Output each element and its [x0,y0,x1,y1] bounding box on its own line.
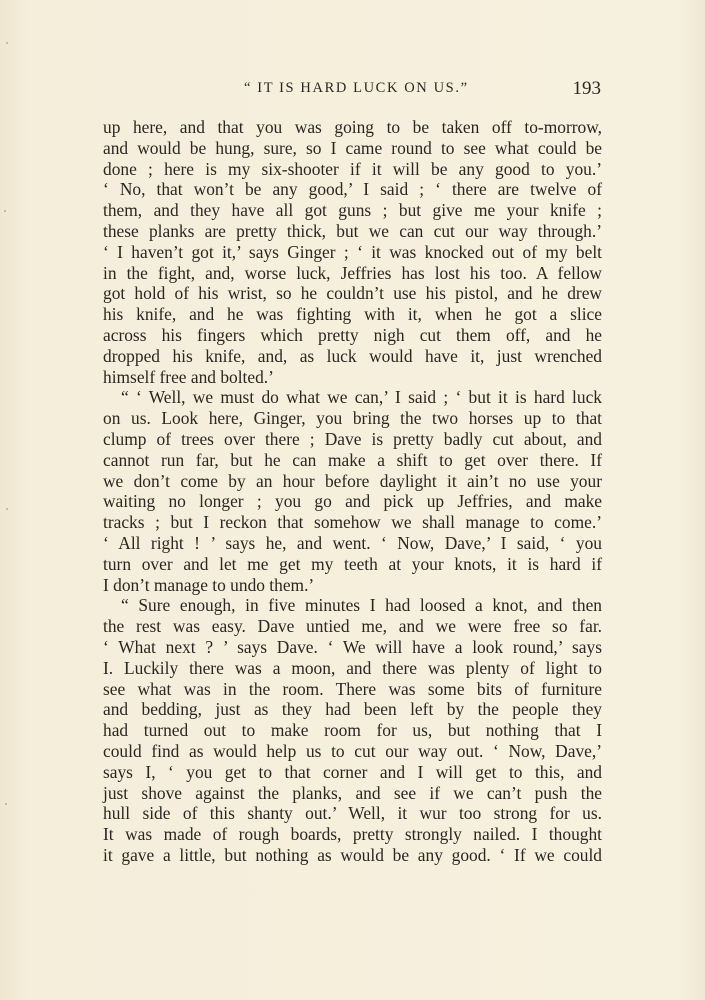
text-line: and bedding, just as they had been left by the people they [103,699,602,720]
text-line: ‘ All right ! ’ says he, and went. ‘ Now, Dave,’ I said, ‘ you [103,532,602,553]
text-line: done ; here is my six-shooter if it will be any good to you.’ [103,158,602,179]
page-number: 193 [572,78,601,99]
text-line: his knife, and he was fighting with it, when he got a slice [103,304,602,325]
text-line: these planks are pretty thick, but we can cut our way through.’ [103,220,602,241]
body-text [103,117,602,866]
text-line: them, and they have all got guns ; but give me your knife ; [103,200,602,221]
text-line: “ ‘ Well, we must do what we can,’ I said ; ‘ but it is hard luck [121,387,602,408]
text-line: see what was in the room. There was some bits of furniture [103,678,602,699]
paper-speck [4,210,6,212]
text-line: tracks ; but I reckon that somehow we shall manage to come.’ [103,512,602,533]
text-line: across his fingers which pretty nigh cut them off, and he [103,324,602,345]
text-line: had turned out to make room for us, but nothing that I [103,720,602,741]
text-line: waiting no longer ; you go and pick up Jeffries, and make [103,491,602,512]
text-line: himself free and bolted.’ [103,366,274,387]
running-head: “ IT IS HARD LUCK ON US.” [244,80,469,96]
text-line: we don’t come by an hour before daylight it ain’t no use your [103,470,602,491]
text-line: and would be hung, sure, so I came round to see what could be [103,137,602,158]
text-line: the rest was easy. Dave untied me, and we were free so far. [103,616,602,637]
text-line: up here, and that you was going to be taken off to-morrow, [103,117,602,137]
text-line: ‘ No, that won’t be any good,’ I said ; ‘ there are twelve of [103,179,602,200]
text-line: got hold of his wrist, so he couldn’t use his pistol, and he drew [103,283,602,304]
paper-speck [6,508,8,510]
text-line: could find as would help us to cut our way out. ‘ Now, Dave,’ [103,740,602,761]
paper-speck [6,42,8,44]
text-line: cannot run far, but he can make a shift to get over there. If [103,449,602,470]
text-line: on us. Look here, Ginger, you bring the two horses up to that [103,408,602,429]
text-line: turn over and let me get my teeth at your knots, it is hard if [103,553,602,574]
text-line: I. Luckily there was a moon, and there was plenty of light to [103,657,602,678]
paper-speck [5,803,7,805]
page-header [0,78,705,102]
text-line: just shove against the planks, and see if we can’t push the [103,782,602,803]
text-line: it gave a little, but nothing as would be any good. ‘ If we could [103,844,602,865]
text-line: ‘ What next ? ’ says Dave. ‘ We will have a look round,’ says [103,636,602,657]
text-line: dropped his knife, and, as luck would have it, just wrenched [103,345,602,366]
text-line: ‘ I haven’t got it,’ says Ginger ; ‘ it was knocked out of my belt [103,241,602,262]
text-line: “ Sure enough, in five minutes I had loosed a knot, and then [121,595,602,616]
text-line: I don’t manage to undo them.’ [103,574,315,595]
text-line: hull side of this shanty out.’ Well, it wur too strong for us. [103,803,602,824]
text-line: says I, ‘ you get to that corner and I will get to this, and [103,761,602,782]
text-line: It was made of rough boards, pretty strongly nailed. I thought [103,824,602,845]
text-line: in the fight, and, worse luck, Jeffries has lost his too. A fellow [103,262,602,283]
text-line: clump of trees over there ; Dave is pretty badly cut about, and [103,428,602,449]
